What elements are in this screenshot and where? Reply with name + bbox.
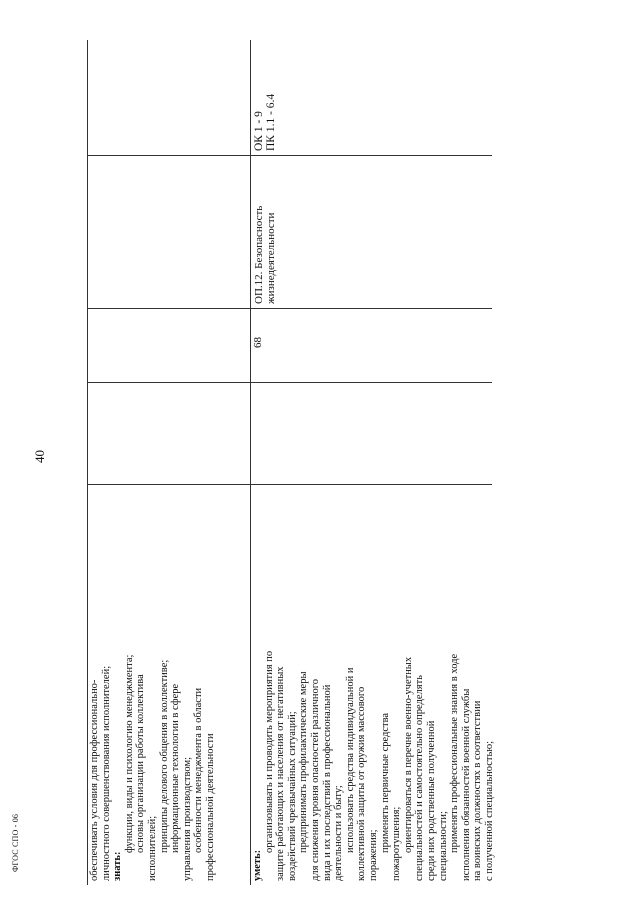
row2-text-line: организовывать и проводить мероприятия по (263, 650, 275, 853)
row2-text-line: использовать средства индивидуальной и (344, 667, 356, 853)
row2-text-line: пожаротушения; (391, 806, 403, 881)
competence-codes (250, 40, 277, 155)
row1-hours-cell (87, 309, 250, 383)
row2-text-line: среди них родственные полученной (425, 720, 437, 881)
row2-text-line: для снижения уровня опасностей различного (309, 678, 321, 881)
discipline-name (250, 156, 277, 308)
row1-content (87, 485, 217, 885)
footer-label: ФГОС СПО - 06 (11, 813, 20, 872)
discipline-line-1: ОП.12. Безопасность (253, 205, 265, 304)
discipline-line-2: жизнедеятельности (265, 212, 277, 304)
row2-text-line: воздействий чрезвычайных ситуаций; (286, 711, 298, 881)
row2-text-line: применять профессиональные знания в ходе (449, 653, 461, 853)
row2-content (250, 485, 495, 885)
competence-line-1: ОК 1 - 9 (253, 111, 265, 151)
row1-discipline-cell (87, 156, 250, 309)
row2-discipline-cell (250, 156, 492, 309)
row1-text-line: исполнителей; (146, 815, 158, 881)
row1-text-line: принципы делового общения в коллективе; (158, 659, 170, 853)
competence-line-2: ПК 1.1 - 6.4 (265, 93, 277, 151)
row2-text-line: специальности; (437, 811, 449, 881)
row2-index-cell (250, 383, 492, 485)
row2-text-line: специальностей и самостоятельно определять (414, 675, 426, 881)
hours-value: 68 (252, 337, 264, 348)
document-table (87, 40, 495, 885)
row2-text-line: поражения; (367, 829, 379, 881)
row1-text-line: особенности менеджмента в области (193, 687, 205, 853)
row2-text-line: с полученной специальностью; (483, 740, 495, 881)
row1-content-cell (87, 485, 250, 885)
row2-text-line: исполнения обязанностей военной службы (460, 688, 472, 881)
row1-text-line: профессиональной деятельности (204, 733, 216, 881)
row1-text-line: управления производством; (181, 756, 193, 881)
row1-text-line: личностного совершенствования исполнителей; (100, 665, 112, 881)
row2-text-line: ориентироваться в перечне военно-учетных (402, 656, 414, 853)
row2-text-line: применять первичные средства (379, 712, 391, 853)
row1-index-cell (87, 383, 250, 485)
row2-text-line: на воинских должностях в соответствии (472, 700, 484, 881)
row2-content-cell (250, 485, 495, 885)
row2-text-line: предпринимать профилактические меры (298, 671, 310, 853)
page-number: 40 (32, 450, 47, 463)
row1-text-line: знать: (112, 851, 124, 881)
row2-competence-cell (250, 40, 492, 156)
row2-hours-cell (250, 309, 492, 383)
row2-text-line: деятельности и быту; (333, 785, 345, 881)
row1-text-line: информационные технологии в сфере (170, 683, 182, 853)
row2-text-line: уметь: (252, 849, 263, 881)
row1-text-line: обеспечивать условия для профессионально- (89, 679, 100, 881)
row1-text-line: основы организации работы коллектива (135, 674, 147, 853)
row2-text-line: вида и их последствий в профессиональной (321, 684, 333, 881)
row1-text-line: функции, виды и психологию менеджмента; (123, 654, 135, 853)
row2-text-line: коллективной защиты от оружия массового (356, 686, 368, 881)
row1-competence-cell (87, 40, 250, 156)
row2-text-line: защите работающих и населения от негативных (275, 666, 287, 881)
